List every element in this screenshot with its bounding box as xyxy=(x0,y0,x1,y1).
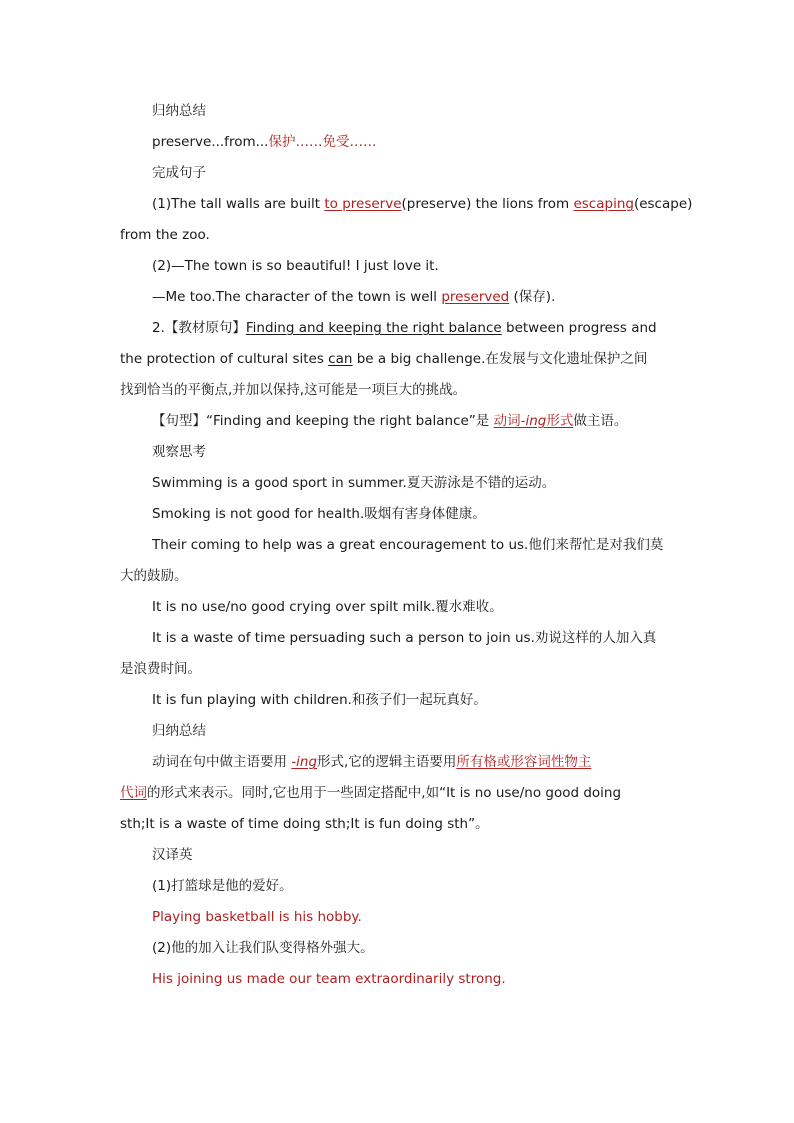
heading-summary-2: 归纳总结 xyxy=(152,723,206,739)
translation-1-question: (1)打篮球是他的爱好。 xyxy=(152,878,293,894)
pattern-answer xyxy=(494,413,574,429)
exercise-1-text-pre: (1)The tall walls are built xyxy=(152,196,325,212)
pattern-text-pre: 【句型】“Finding and keeping the right balance”是 xyxy=(152,413,494,429)
example-3-line-2: 大的鼓励。 xyxy=(120,568,188,584)
exercise-2-answer: preserved xyxy=(441,289,510,305)
summary-text-mid: 形式,它的逻辑主语要用 xyxy=(317,754,457,770)
textbook-can: can xyxy=(328,351,353,367)
summary-line-3: sth;It is a waste of time doing sth;It is fun doing sth”。 xyxy=(120,816,489,832)
example-1: Swimming is a good sport in summer.夏天游泳是不错的运动。 xyxy=(152,475,556,491)
exercise-2-line-2 xyxy=(120,282,676,313)
example-6: It is fun playing with children.和孩子们一起玩真好。 xyxy=(152,692,487,708)
phrase-text: preserve...from... xyxy=(152,134,269,150)
pattern-answer-b: ing xyxy=(525,413,547,429)
textbook-line2-pre: the protection of cultural sites xyxy=(120,351,329,367)
exercise-1-text-post: (escape) xyxy=(633,196,693,212)
heading-complete-sentences: 完成句子 xyxy=(152,165,206,181)
exercise-1-text-mid: (preserve) the lions from xyxy=(401,196,574,212)
example-5-line-1: It is a waste of time persuading such a person to join us.劝说这样的人加入真 xyxy=(152,630,657,646)
exercise-2-text-pre: —Me too.The character of the town is well xyxy=(152,289,442,305)
summary-answer-1: -ing xyxy=(291,754,318,770)
summary-answer-2b: 代词 xyxy=(120,785,147,801)
heading-observe: 观察思考 xyxy=(152,444,206,460)
pattern-answer-a: 动词- xyxy=(493,413,526,429)
example-4: It is no use/no good crying over spilt milk.覆水难收。 xyxy=(152,599,503,615)
exercise-1 xyxy=(120,189,693,220)
exercise-1-answer-1: to preserve xyxy=(324,196,402,212)
textbook-sentence-line-3: 找到恰当的平衡点,并加以保持,这可能是一项巨大的挑战。 xyxy=(120,382,467,398)
exercise-2-line-1: (2)—The town is so beautiful! I just love it. xyxy=(152,258,439,274)
exercise-1-answer-2: escaping xyxy=(573,196,634,212)
textbook-sentence-line-2 xyxy=(120,344,676,375)
summary-line-2 xyxy=(120,778,676,809)
exercise-1-continuation: from the zoo. xyxy=(120,227,210,243)
example-3-line-1: Their coming to help was a great encouragement to us.他们来帮忙是对我们莫 xyxy=(152,537,664,553)
textbook-underlined-phrase: Finding and keeping the right balance xyxy=(245,320,502,336)
translation-2-question: (2)他的加入让我们队变得格外强大。 xyxy=(152,940,374,956)
textbook-label: 2.【教材原句】 xyxy=(152,320,246,336)
summary-text-pre: 动词在句中做主语要用 xyxy=(152,754,292,770)
summary-answer-2a: 所有格或形容词性物主 xyxy=(456,754,592,770)
heading-summary: 归纳总结 xyxy=(152,103,206,119)
summary-text-post: 的形式来表示。同时,它也用于一些固定搭配中,如“It is no use/no good doing xyxy=(147,785,622,801)
heading-translate: 汉译英 xyxy=(152,847,193,863)
translation-1-answer: Playing basketball is his hobby. xyxy=(152,909,362,925)
phrase-preserve-from xyxy=(120,127,676,158)
example-5-line-2: 是浪费时间。 xyxy=(120,661,201,677)
pattern-text-post: 做主语。 xyxy=(573,413,628,429)
exercise-2-text-post: (保存). xyxy=(509,289,556,305)
sentence-pattern xyxy=(120,406,676,437)
summary-line-1 xyxy=(120,747,676,778)
phrase-meaning-b: 免受…… xyxy=(322,134,377,150)
pattern-answer-c: 形式 xyxy=(546,413,574,429)
example-2: Smoking is not good for health.吸烟有害身体健康。 xyxy=(152,506,486,522)
document-body xyxy=(120,96,693,995)
translation-2-answer: His joining us made our team extraordinarily strong. xyxy=(152,971,506,987)
textbook-line2-post: be a big challenge.在发展与文化遗址保护之间 xyxy=(352,351,648,367)
phrase-meaning-a: 保护…… xyxy=(268,134,323,150)
textbook-rest: between progress and xyxy=(501,320,657,336)
textbook-sentence-line-1 xyxy=(120,313,676,344)
